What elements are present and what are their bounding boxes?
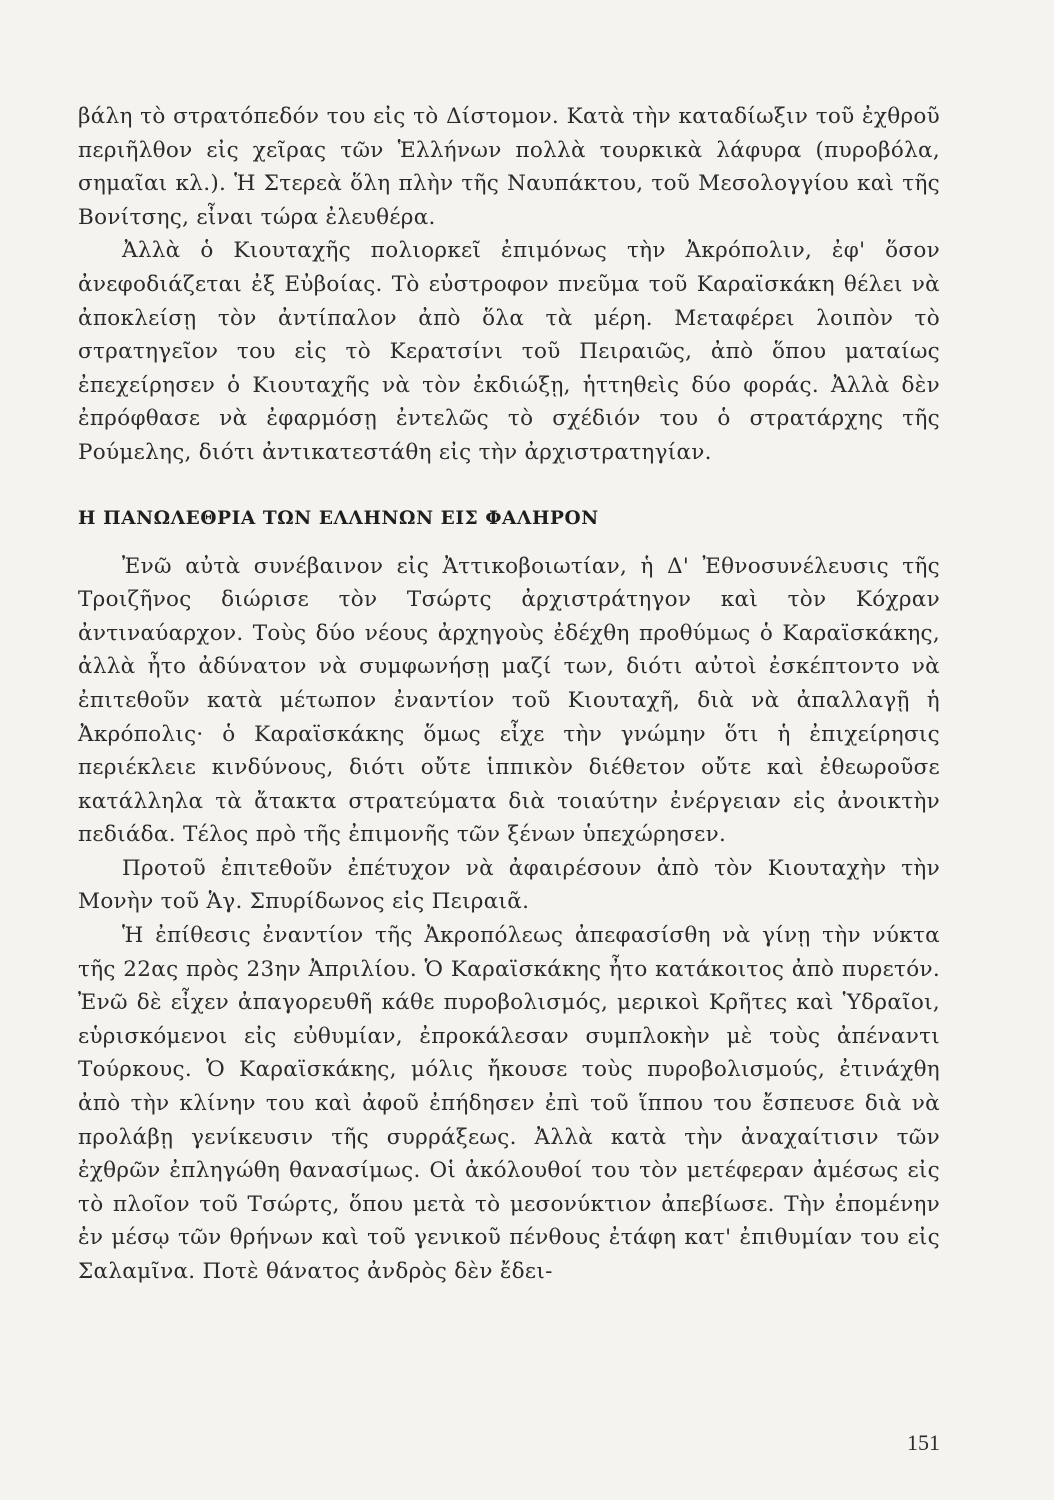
paragraph-church-cochrane: Ἐνῶ αὐτὰ συνέβαινον εἰς Ἀττικοβοιωτίαν, ἡ Δ' Ἐθνοσυνέλευσις τῆς Τροιζῆνος διώρισε τὸν Τσώρτς ἀρχιστράτηγον καὶ τὸν Κόχραν ἀντιναύαρχον. Τοὺς δύο νέους ἀρχηγοὺς ἐδέχθη προθύμως ὁ Καραϊσκάκης, ἀλλὰ ἦτο ἀδύνατον νὰ συμφωνήσῃ μαζί των, διότι αὐτοὶ ἐσκέπτοντο νὰ ἐπιτεθοῦν κατὰ μέτωπον ἐναντίον τοῦ Κιουταχῆ, διὰ νὰ ἀπαλλαγῇ ἡ Ἀκρόπολις· ὁ Καραϊσκάκης ὅμως εἶχε τὴν γνώμην ὅτι ἡ ἐπιχείρησις περιέκλειε κινδύνους, διότι οὔτε ἱππικὸν διέθετον οὔτε καὶ ἐθεωροῦσε κατάλληλα τὰ ἄτακτα στρατεύματα διὰ τοιαύτην ἐνέργειαν εἰς ἀνοικτὴν πεδιάδα. Τέλος πρὸ τῆς ἐπιμονῆς τῶν ξένων ὑπεχώρησεν.: [78, 553, 940, 848]
page-body: [78, 100, 940, 1289]
page-number: 151: [907, 1430, 940, 1455]
paragraph-karaiskakis-death: Ἡ ἐπίθεσις ἐναντίον τῆς Ἀκροπόλεως ἀπεφασίσθη νὰ γίνῃ τὴν νύκτα τῆς 22ας πρὸς 23ην Ἀπριλίου. Ὁ Καραϊσκάκης ἦτο κατάκοιτος ἀπὸ πυρετόν. Ἐνῶ δὲ εἶχεν ἀπαγορευθῆ κάθε πυροβολισμός, μερικοὶ Κρῆτες καὶ Ὑδραῖοι, εὑρισκόμενοι εἰς εὐθυμίαν, ἐπροκάλεσαν συμπλοκὴν μὲ τοὺς ἀπέναντι Τούρκους. Ὁ Καραϊσκάκης, μόλις ἤκουσε τοὺς πυροβολισμούς, ἐτινάχθη ἀπὸ τὴν κλίνην του καὶ ἀφοῦ ἐπήδησεν ἐπὶ τοῦ ἵππου του ἔσπευσε διὰ νὰ προλάβῃ γενίκευσιν τῆς συρράξεως. Ἀλλὰ κατὰ τὴν ἀναχαίτισιν τῶν ἐχθρῶν ἐπληγώθη θανασίμως. Οἱ ἀκόλουθοί του τὸν μετέφεραν ἀμέσως εἰς τὸ πλοῖον τοῦ Τσώρτς, ὅπου μετὰ τὸ μεσονύκτιον ἀπεβίωσε. Τὴν ἐπομένην ἐν μέσῳ τῶν θρήνων καὶ τοῦ γενικοῦ πένθους ἐτάφη κατ' ἐπιθυμίαν του εἰς Σαλαμῖνα. Ποτὲ θάνατος ἀνδρὸς δὲν ἔδει-: [78, 923, 940, 1284]
paragraph-distomon: βάλη τὸ στρατόπεδόν του εἰς τὸ Δίστομον. Κατὰ τὴν καταδίωξιν τοῦ ἐχθροῦ περιῆλθον εἰς χεῖρας τῶν Ἑλλήνων πολλὰ τουρκικὰ λάφυρα (πυροβόλα, σημαῖαι κλ.). Ἡ Στερεὰ ὅλη πλὴν τῆς Ναυπάκτου, τοῦ Μεσολογγίου καὶ τῆς Βονίτσης, εἶναι τώρα ἐλευθέρα.: [78, 104, 940, 230]
paragraph-monastery: Προτοῦ ἐπιτεθοῦν ἐπέτυχον νὰ ἀφαιρέσουν ἀπὸ τὸν Κιουταχὴν τὴν Μονὴν τοῦ Ἁγ. Σπυρίδωνος εἰς Πειραιᾶ.: [78, 855, 940, 915]
paragraph-kiutahis-siege: Ἀλλὰ ὁ Κιουταχῆς πολιορκεῖ ἐπιμόνως τὴν Ἀκρόπολιν, ἐφ' ὅσον ἀνεφοδιάζεται ἐξ Εὐβοίας. Τὸ εὐστροφον πνεῦμα τοῦ Καραϊσκάκη θέλει νὰ ἀποκλείσῃ τὸν ἀντίπαλον ἀπὸ ὅλα τὰ μέρη. Μεταφέρει λοιπὸν τὸ στρατηγεῖον του εἰς τὸ Κερατσίνι τοῦ Πειραιῶς, ἀπὸ ὅπου ματαίως ἐπεχείρησεν ὁ Κιουταχῆς νὰ τὸν ἐκδιώξῃ, ἡττηθεὶς δύο φοράς. Ἀλλὰ δὲν ἐπρόφθασε νὰ ἐφαρμόσῃ ἐντελῶς τὸ σχέδιόν του ὁ στρατάρχης τῆς Ρούμελης, διότι ἀντικατεστάθη εἰς τὴν ἀρχιστρατηγίαν.: [78, 238, 940, 465]
section-heading: Η ΠΑΝΩΛΕΘΡΙΑ ΤΩΝ ΕΛΛΗΝΩΝ ΕΙΣ ΦΑΛΗΡΟΝ: [78, 507, 599, 529]
